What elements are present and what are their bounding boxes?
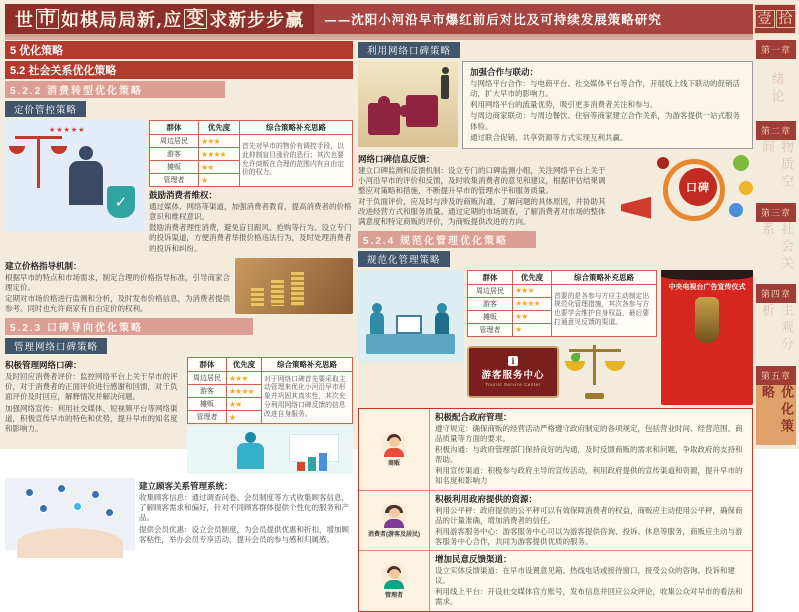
crm-title: 建立顾客关系管理系统： — [139, 481, 233, 492]
col-header-strategy: 综合策略补充思路 — [552, 270, 657, 284]
star-rating: ★★★★ — [227, 385, 262, 398]
stakeholder-panel — [358, 408, 753, 612]
title-boxed-char: 变 — [186, 8, 206, 29]
table-cell: 摊贩 — [468, 310, 513, 323]
star-rating: ★ — [513, 323, 552, 336]
title-part: 如棋局局新,应 — [61, 10, 183, 31]
table-cell: 游客 — [188, 385, 227, 398]
sidebar-item-chapter2 — [756, 121, 796, 200]
price-guide-text — [5, 258, 231, 316]
page-title — [5, 4, 314, 34]
paragraph: 及时回应消费者评价：监控网络平台上关于早市的评价，对于消费者的正面评价进行感谢和回馈，对于负面评价及时回应，解释情况并解决问题。 — [5, 372, 178, 402]
section-5-banner: 5 优化策略 — [5, 41, 353, 59]
feedback-text — [358, 153, 611, 229]
star-rating: ★ — [227, 411, 262, 424]
col-header-group: 群体 — [150, 121, 199, 135]
info-icon: i — [508, 356, 518, 366]
main-content — [5, 41, 753, 607]
table-cell: 摊贩 — [188, 398, 227, 411]
col-header-strategy: 综合策略补充思路 — [240, 121, 353, 135]
koubei-table-block — [187, 357, 353, 474]
chapter-label: 物质空间 — [756, 140, 796, 200]
puzzle-piece-icon — [406, 95, 438, 127]
table-cell: 管理者 — [150, 174, 199, 187]
header-strip-pink — [5, 37, 753, 40]
persona-row-manager — [359, 551, 752, 611]
sidebar-item-chapter1 — [756, 40, 796, 119]
yellow-dot-icon — [739, 181, 753, 195]
table-cell: 游客 — [150, 148, 199, 161]
title-boxed-char: 市 — [38, 8, 57, 29]
consumer-rights-title: 鼓励消费者维权： — [149, 190, 218, 200]
col-header-priority: 优先度 — [199, 121, 240, 135]
title-part: 求新步步赢 — [209, 10, 305, 31]
col-header-strategy: 综合策略补充思路 — [262, 358, 353, 372]
pricing-row — [5, 120, 353, 255]
cooperation-row — [358, 61, 753, 149]
manager-text — [430, 551, 752, 611]
cooperation-box — [462, 61, 753, 149]
poster-text: 中央电视台广告宣传仪式 — [668, 283, 746, 291]
persona-title: 积极配合政府管理： — [435, 411, 512, 422]
paragraph: 利用线上平台：开设社交媒体官方账号，发布信息并回应公众评论，收集公众对早市的看法和需求。 — [435, 587, 743, 607]
coins-photo — [235, 258, 353, 314]
manager-avatar — [381, 563, 407, 589]
phone-review-illustration — [187, 426, 353, 474]
koubei-circle: 口碑 — [679, 168, 717, 206]
sign-scales-row — [467, 339, 657, 405]
section-5-2-4-banner: 5.2.4 规范化管理优化策略 — [358, 231, 536, 248]
chapter-sidebar — [756, 40, 796, 447]
megaphone-icon — [621, 197, 651, 219]
service-center-illustration — [358, 270, 463, 362]
manager-avatar-cell — [359, 551, 430, 611]
paragraph: 与周边商家联动：与周边餐饮、住宿等商家建立合作关系，为游客提供一站式服务体验。 — [470, 111, 740, 131]
hands-shape — [17, 528, 123, 558]
star-rating: ★★★★ — [513, 297, 552, 310]
crm-text — [139, 478, 353, 550]
chapter-number: 第五章 — [756, 366, 796, 385]
hands-network-photo — [5, 478, 135, 550]
paragraph: 遵守规定：确保商贩的经营活动严格遵守政府制定的各项规定，包括营业时间、经营范围、商品质量等方面的要求。 — [435, 423, 743, 443]
fair-scales-icon — [563, 339, 627, 405]
star-rating: ★★★ — [199, 135, 240, 148]
vendor-avatar-cell — [359, 409, 430, 490]
paragraph: 鼓励消费者理性消费，避免盲目跟风、抢购等行为。设立专门的投诉渠道，方便消费者举报价格违法行为，及时处理消费者的投诉和纠纷。 — [149, 223, 352, 253]
table-cell: 管理者 — [188, 411, 227, 424]
green-dot-icon — [733, 155, 749, 171]
consumer-avatar-cell — [359, 491, 430, 551]
consumer-text — [430, 491, 752, 551]
person-figure — [370, 312, 384, 334]
paragraph: 加强网络宣传：利用社交媒体、短视频平台等网络渠道，积极宣传早市的特色和优势，提升早市的知名度和影响力。 — [5, 403, 178, 433]
shield-check-icon — [107, 186, 135, 218]
star-rating: ★★★★ — [199, 148, 240, 161]
leaf-icon — [571, 353, 580, 362]
cooperation-title: 加强合作与联动： — [470, 67, 539, 77]
crm-row — [5, 478, 353, 550]
person-figure — [435, 312, 449, 334]
page-subtitle: ——沈阳小河沿早市爆红前后对比及可持续发展策略研究 — [314, 4, 753, 34]
blue-dot-icon — [729, 203, 743, 217]
star-rating: ★★★ — [227, 372, 262, 385]
strategy-text: 对于网络口碑首先要采取主动管理来优化小河沿早市形象并巩固其真实性，其次充分利用网络口碑反馈的信息改进自身服务。 — [262, 372, 353, 424]
star-rating: ★★★ — [513, 284, 552, 297]
page-number-char: 拾 — [776, 10, 796, 29]
coin-stack-icon — [251, 288, 264, 306]
star-rating: ★★ — [199, 161, 240, 174]
network-koubei-badge: 利用网络口碑策略 — [358, 42, 460, 58]
person-figure — [441, 75, 449, 99]
paragraph: 收集顾客信息：通过调查问卷、会员制度等方式收集顾客信息，了解顾客需求和偏好，针对不同顾客群体提供个性化的服务和产品。 — [139, 493, 349, 523]
paragraph: 提供会员优惠：设立会员制度，为会员提供优惠和折扣，增加顾客粘性，举办会员专享活动，提升会员的参与感和归属感。 — [139, 524, 349, 544]
persona-label: 消费者(游客及居民) — [368, 532, 420, 539]
chapter-number: 第四章 — [756, 284, 796, 303]
person-hair-shape — [661, 270, 753, 280]
cctv-poster — [661, 270, 753, 405]
section-5-2-2-banner: 5.2.2 消费转型优化策略 — [5, 81, 225, 98]
table-cell: 周边居民 — [150, 135, 199, 148]
chapter-label: 主观分析 — [756, 303, 796, 363]
gold-trophy-icon — [695, 297, 719, 343]
col-header-group: 群体 — [468, 270, 513, 284]
bar-chart-icon — [297, 462, 305, 471]
page-number-badge — [754, 4, 796, 34]
paragraph: 与网络平台合作：与电商平台、社交媒体平台等合作，开展线上线下联动的促销活动，扩大早市的影响力。 — [470, 79, 740, 99]
vendor-text — [430, 409, 752, 490]
paragraph: 设立实体反馈渠道：在早市设置意见箱、热线电话或接待窗口，接受公众的咨询、投诉和建议。 — [435, 566, 735, 586]
price-guide-row — [5, 258, 353, 316]
table-cell: 管理者 — [468, 323, 513, 336]
star-rating: ★ — [199, 174, 240, 187]
paragraph: 利用网络平台的流量优势，吸引更多消费者关注和参与。 — [470, 100, 658, 110]
paragraph: 定期对市场价格进行监测和分析，及时发布价格信息，为消费者提供参考。同时也允许商家有自由定价的权利。 — [5, 293, 230, 313]
chapter-label: 社会关系 — [756, 222, 796, 282]
feedback-title: 网络口碑信息反馈： — [358, 153, 435, 164]
col-header-priority: 优先度 — [513, 270, 552, 284]
section-5-2-banner: 5.2 社会关系优化策略 — [5, 61, 353, 79]
persona-row-vendor — [359, 409, 752, 491]
pricing-strategy-table — [149, 120, 353, 187]
paragraph: 根据早市的特点和市场需求，制定合理的价格指导标准，引导商家合理定价。 — [5, 272, 230, 292]
table-cell: 游客 — [468, 297, 513, 310]
koubei-strategy-table — [187, 357, 353, 424]
person-figure — [79, 146, 93, 160]
standard-badge: 规范化管理策略 — [358, 251, 450, 267]
chapter-label: 优化策略 — [756, 385, 796, 445]
star-rating: ★★ — [227, 398, 262, 411]
page-number-char: 壹 — [755, 10, 775, 29]
paragraph: 利用公平秤：政府提供的公平秤可以有效保障消费者的权益，商贩应主动使用公平秤，确保商品的计量准确，增加消费者的信任。 — [435, 505, 743, 525]
manage-koubei-title: 积极管理网络口碑： — [5, 360, 82, 371]
koubei-diagram — [615, 153, 753, 229]
standard-strategy-table — [467, 270, 657, 337]
persona-row-consumer — [359, 491, 752, 552]
paragraph: 建立口碑监测和反馈机制：设立专门的口碑监测小组，关注网络平台上关于小河沿早市的评价和反馈，及时收集消费者的意见和建议，根据评估结果调整应对策略和措施，不断提升早市的管理水平和服务质量。 — [358, 165, 606, 195]
sidebar-item-chapter3 — [756, 203, 796, 282]
strategy-text: 首要的是各参与方应主动制定出规范化管理措施，其次各参与方也要学会维护自身权益，最后要打通意见反馈的渠道。 — [552, 284, 657, 336]
table-cell: 周边居民 — [468, 284, 513, 297]
standard-section — [358, 231, 753, 405]
chapter-number: 第一章 — [756, 40, 796, 59]
sidebar-item-chapter5-active — [756, 366, 796, 445]
paragraph: 利用宣传渠道：积极参与政府主导的宣传活动，利用政府提供的宣传渠道和资源，提升早市的知名度和影响力 — [435, 466, 743, 486]
consumer-avatar — [381, 502, 407, 528]
justice-scales-illustration — [5, 120, 145, 232]
table-cell: 周边居民 — [188, 372, 227, 385]
price-guide-title: 建立价格指导机制： — [5, 260, 82, 271]
puzzle-piece-icon — [368, 103, 400, 135]
monitor-icon — [396, 315, 422, 334]
sign-subtitle: Tourist Service Center — [485, 382, 541, 388]
tourist-service-center-sign — [467, 346, 559, 398]
title-part: 世 — [15, 10, 34, 31]
left-column — [5, 41, 353, 544]
network-node-icon — [25, 488, 34, 497]
col-header-priority: 优先度 — [227, 358, 262, 372]
pricing-control-badge: 定价管控策略 — [5, 101, 86, 117]
vendor-avatar — [381, 431, 407, 457]
strategy-text: 首先对早市的物价有调控手段，以此抑制盲目涨价的恶行；其次也要允许商贩在合理的范围内有自由定价的权力。 — [240, 135, 353, 187]
chapter-number: 第二章 — [756, 121, 796, 140]
puzzle-cooperation-illustration — [358, 61, 458, 147]
coin-stack-icon — [271, 280, 284, 306]
pricing-table-block — [149, 120, 353, 255]
persona-label: 商贩 — [387, 461, 400, 468]
paragraph: 利用游客服务中心：游客服务中心可以为游客提供咨询、投诉、休息等服务，商贩应主动与游客服务中心合作，共同为游客提供优质的服务。 — [435, 526, 743, 546]
col-header-group: 群体 — [188, 358, 227, 372]
section-5-2-3-banner: 5.2.3 口碑导向优化策略 — [5, 318, 253, 335]
person-figure — [245, 432, 256, 443]
star-rating: ★★ — [513, 310, 552, 323]
paragraph: 对于负面评价，应及时与涉及的商贩沟通，了解问题的具体原因，并协助其改进经营方式和服务质量。通过定期的市场调查，了解消费者对市场的整体满意度和特定商贩的评价，为商贩提供改进的方向。 — [358, 197, 606, 227]
persona-title: 积极利用政府提供的资源： — [435, 493, 538, 504]
right-column — [358, 41, 753, 607]
sign-title: 游客服务中心 — [481, 370, 545, 382]
feedback-row — [358, 153, 753, 229]
red-dot-icon — [657, 157, 669, 169]
manage-koubei-badge: 管理网络口碑策略 — [5, 338, 107, 354]
manage-koubei-row — [5, 357, 353, 474]
sidebar-item-chapter4 — [756, 284, 796, 363]
persona-title: 增加民意反馈渠道： — [435, 554, 512, 564]
paragraph: 通过媒体、网络等渠道，加强消费者教育，提高消费者的价格意识和维权意识。 — [149, 202, 352, 222]
coin-stack-icon — [291, 272, 304, 306]
standard-mid — [467, 270, 657, 405]
standard-body — [358, 270, 753, 405]
chapter-number: 第三章 — [756, 203, 796, 222]
stars-decoration-icon: ★★★★★ — [49, 127, 86, 134]
paragraph: 积极沟通：与政府管理部门保持良好的沟通，及时反馈商贩的需求和问题，争取政府的支持和帮助。 — [435, 445, 743, 465]
paragraph: 通过联合促销、共享资源等方式实现互利共赢。 — [470, 132, 628, 142]
header — [5, 4, 753, 34]
table-cell: 摊贩 — [150, 161, 199, 174]
chapter-label: 绪论 — [756, 59, 796, 119]
standard-left — [358, 270, 463, 405]
persona-label: 管理者 — [384, 592, 403, 599]
manage-koubei-text — [5, 357, 183, 474]
